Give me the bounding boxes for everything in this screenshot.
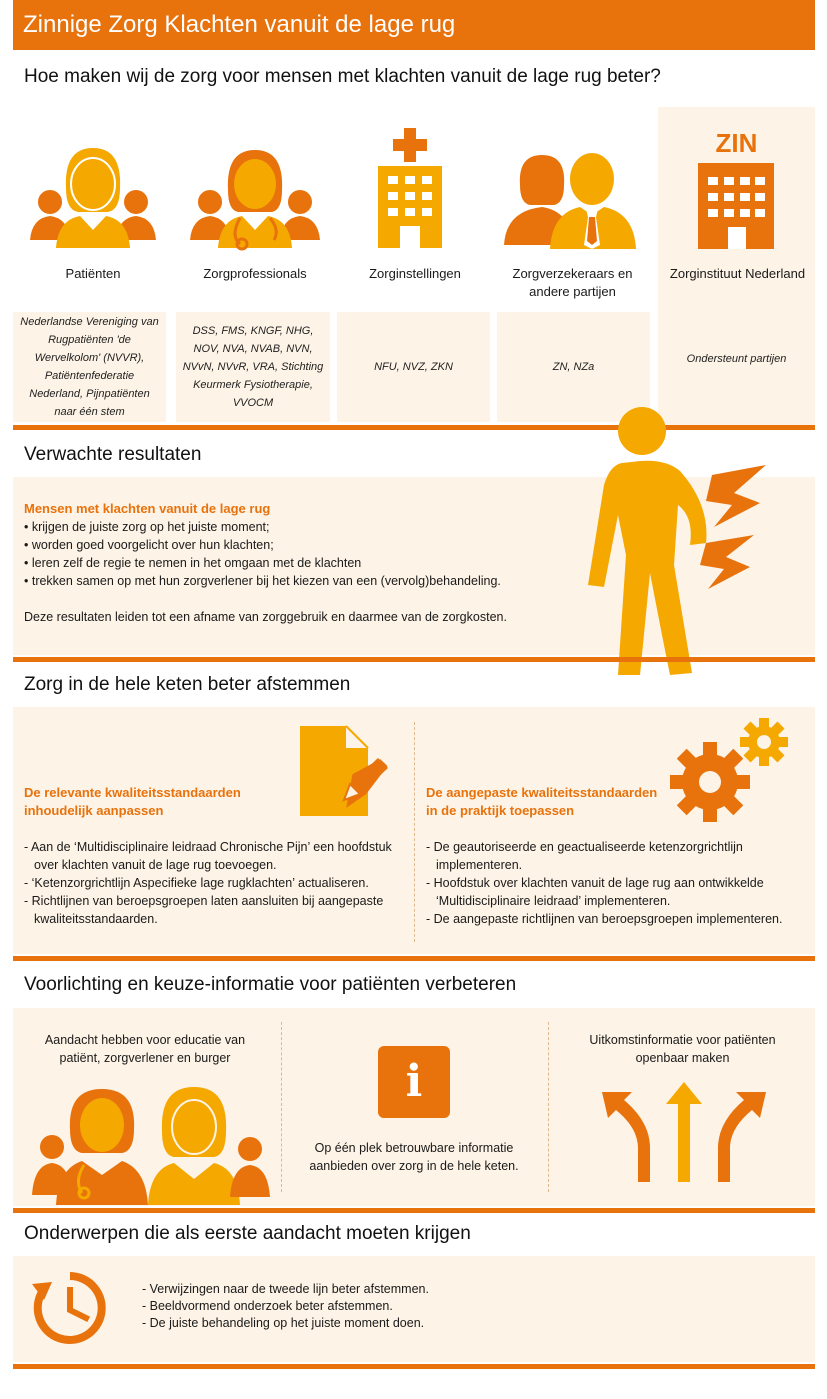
list-item: - De juiste behandeling op het juiste moment doen.: [142, 1316, 425, 1330]
results-bullet: • leren zelf de regie te nemen in het omgaan met de klachten: [24, 556, 362, 570]
list-item: - Aan de ‘Multidisciplinaire leidraad Chronische Pijn’ een hoofdstuk over klachten vanuit de lage rug toevoegen.: [24, 840, 392, 872]
priorities-list: [142, 1281, 742, 1332]
column-divider: [281, 1022, 282, 1192]
insurers-icon: [500, 145, 640, 250]
party-members-institutions: NFU, NVZ, ZKN: [337, 312, 490, 422]
chain-left-list: [24, 838, 404, 928]
info-col2-text: Op één plek betrouwbare informatie aanbieden over zorg in de hele keten.: [309, 1141, 519, 1173]
page-title: Zinnige Zorg Klachten vanuit de lage rug: [13, 0, 815, 50]
chain-right-title-line1: De aangepaste kwaliteitsstandaarden: [426, 785, 658, 800]
chain-left-title-line2: inhoudelijk aanpassen: [24, 803, 164, 818]
party-members-patients: Nederlandse Vereniging van Rugpatiënten 'de Wervelkolom' (NVVR), Patiëntenfederatie Nederland, Pijnpatiënten naar één stem: [13, 312, 166, 422]
direction-arrows-icon: [598, 1082, 770, 1182]
info-icon-glyph: i: [405, 1056, 423, 1107]
results-bullet: • krijgen de juiste zorg op het juiste moment;: [24, 520, 270, 534]
patients-icon: [28, 140, 158, 252]
results-heading: Verwachte resultaten: [24, 444, 202, 465]
chain-right-title-line2: in de praktijk toepassen: [426, 803, 575, 818]
chain-left-title-line1: De relevante kwaliteitsstandaarden: [24, 785, 241, 800]
clock-icon: [30, 1268, 110, 1348]
list-item: - De aangepaste richtlijnen van beroepsgroepen implementeren.: [426, 912, 783, 926]
chain-heading: Zorg in de hele keten beter afstemmen: [24, 674, 351, 695]
party-members-zin: Ondersteunt partijen: [686, 353, 787, 365]
divider: [13, 657, 815, 662]
list-item: - De geautoriseerde en geactualiseerde ketenzorgrichtlijn implementeren.: [426, 840, 743, 872]
chain-right-column: [426, 784, 811, 928]
list-item: - Beeldvormend onderzoek beter afstemmen.: [142, 1299, 393, 1313]
chain-left-column: [24, 784, 404, 928]
party-members-professionals: DSS, FMS, KNGF, NHG, NOV, NVA, NVAB, NVN, NVvN, NVvR, VRA, Stichting Keurmerk Fysiotherapie, VVOCM: [176, 312, 330, 422]
info-heading: Voorlichting en keuze-informatie voor patiënten verbeteren: [24, 974, 517, 995]
divider: [13, 956, 815, 961]
list-item: - Hoofdstuk over klachten vanuit de lage rug aan ontwikkelde ‘Multidisciplinaire leidraad’ implementeren.: [426, 876, 764, 908]
info-col1-text: Aandacht hebben voor educatie van patiënt, zorgverlener en burger: [44, 1033, 246, 1065]
column-divider: [548, 1022, 549, 1192]
zin-logo: ZIN: [715, 128, 758, 158]
zin-building-icon: [698, 163, 774, 249]
list-item: - ‘Ketenzorgrichtlijn Aspecifieke lage rugklachten’ actualiseren.: [24, 876, 369, 890]
chain-right-list: [426, 838, 811, 928]
results-conclusion: Deze resultaten leiden tot een afname van zorggebruik en daarmee van de zorgkosten.: [24, 610, 507, 624]
divider: [13, 1208, 815, 1213]
care-professionals-icon: [190, 140, 320, 252]
list-item: - Verwijzingen naar de tweede lijn beter afstemmen.: [142, 1282, 429, 1296]
results-content: [24, 500, 584, 626]
educators-icon: [30, 1085, 270, 1205]
hospital-icon: [370, 128, 460, 250]
divider: [13, 1364, 815, 1369]
results-bullet: • worden goed voorgelicht over hun klachten;: [24, 538, 274, 552]
intro-question: Hoe maken wij de zorg voor mensen met klachten vanuit de lage rug beter?: [24, 66, 661, 87]
party-members-insurers: ZN, NZa: [497, 312, 650, 422]
column-divider: [414, 722, 415, 942]
party-label-insurers: Zorgverzekeraars en andere partijen: [512, 266, 633, 299]
party-label-patients: Patiënten: [65, 266, 121, 281]
back-pain-figure-icon: [570, 405, 780, 680]
info-col3-text: Uitkomstinformatie voor patiënten openbaar maken: [589, 1033, 776, 1065]
party-label-professionals: Zorgprofessionals: [203, 266, 307, 281]
party-label-institutions: Zorginstellingen: [369, 266, 461, 281]
list-item: - Richtlijnen van beroepsgroepen laten aansluiten bij aangepaste kwaliteitsstandaarden.: [24, 894, 384, 926]
party-label-zin: Zorginstituut Nederland: [669, 266, 806, 281]
priorities-heading: Onderwerpen die als eerste aandacht moeten krijgen: [24, 1223, 471, 1244]
results-bullet: • trekken samen op met hun zorgverlener bij het kiezen van een (vervolg)behandeling.: [24, 574, 501, 588]
results-subheading: Mensen met klachten vanuit de lage rug: [24, 501, 271, 516]
